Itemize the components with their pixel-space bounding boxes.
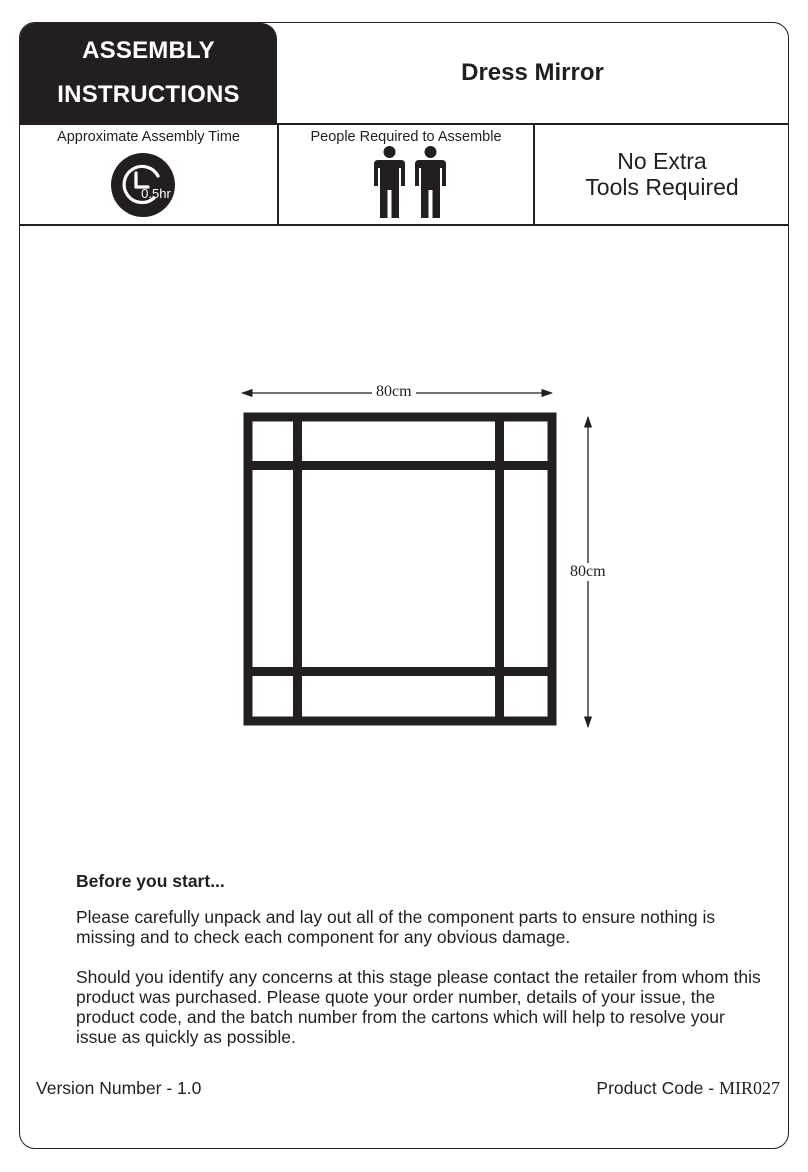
assembly-time-label: Approximate Assembly Time xyxy=(57,129,240,145)
product-code xyxy=(596,1078,780,1099)
people-icons xyxy=(374,146,446,218)
clock-icon xyxy=(110,152,176,218)
unpack-paragraph: Please carefully unpack and lay out all of the component parts to ensure nothing is missing and to check each component for any obvious damage. xyxy=(76,907,716,947)
tools-required-cell xyxy=(534,124,789,224)
height-dimension-label: 80cm xyxy=(566,563,610,581)
people-required-cell xyxy=(278,124,534,224)
product-code-value: MIR027 xyxy=(718,1078,780,1098)
people-required-label: People Required to Assemble xyxy=(310,129,502,145)
version-number: Version Number - 1.0 xyxy=(36,1078,202,1098)
mirror-bar-top xyxy=(248,461,552,470)
tools-line-2: Tools Required xyxy=(585,174,739,200)
person-icon xyxy=(415,146,446,218)
tools-line-1: No Extra xyxy=(617,148,707,174)
mirror-frame-drawing xyxy=(20,225,789,825)
mirror-diagram xyxy=(20,225,789,825)
width-dimension-label: 80cm xyxy=(372,383,416,401)
person-icon xyxy=(374,146,405,218)
mirror-bar-bottom xyxy=(248,667,552,676)
instruction-sheet xyxy=(19,22,789,1149)
assembly-time-unit: hr xyxy=(159,186,171,201)
product-title: Dress Mirror xyxy=(461,59,604,86)
before-you-start-heading: Before you start... xyxy=(76,871,225,891)
assembly-time-value: 0.5 xyxy=(141,186,160,201)
assembly-time-cell xyxy=(20,124,277,224)
badge-line-2: INSTRUCTIONS xyxy=(57,81,240,108)
product-code-label: Product Code - xyxy=(596,1078,715,1098)
svg-text:0.5hr xyxy=(141,186,171,201)
concerns-paragraph: Should you identify any concerns at this stage please contact the retailer from whom this product was purchased. Please quote your order number, details of your issue, the product code, and the batch number from the cartons which will help to resolve your issue as quickly as possible. xyxy=(76,967,761,1047)
badge-line-1: ASSEMBLY xyxy=(82,37,215,64)
assembly-instructions-badge xyxy=(20,23,277,123)
